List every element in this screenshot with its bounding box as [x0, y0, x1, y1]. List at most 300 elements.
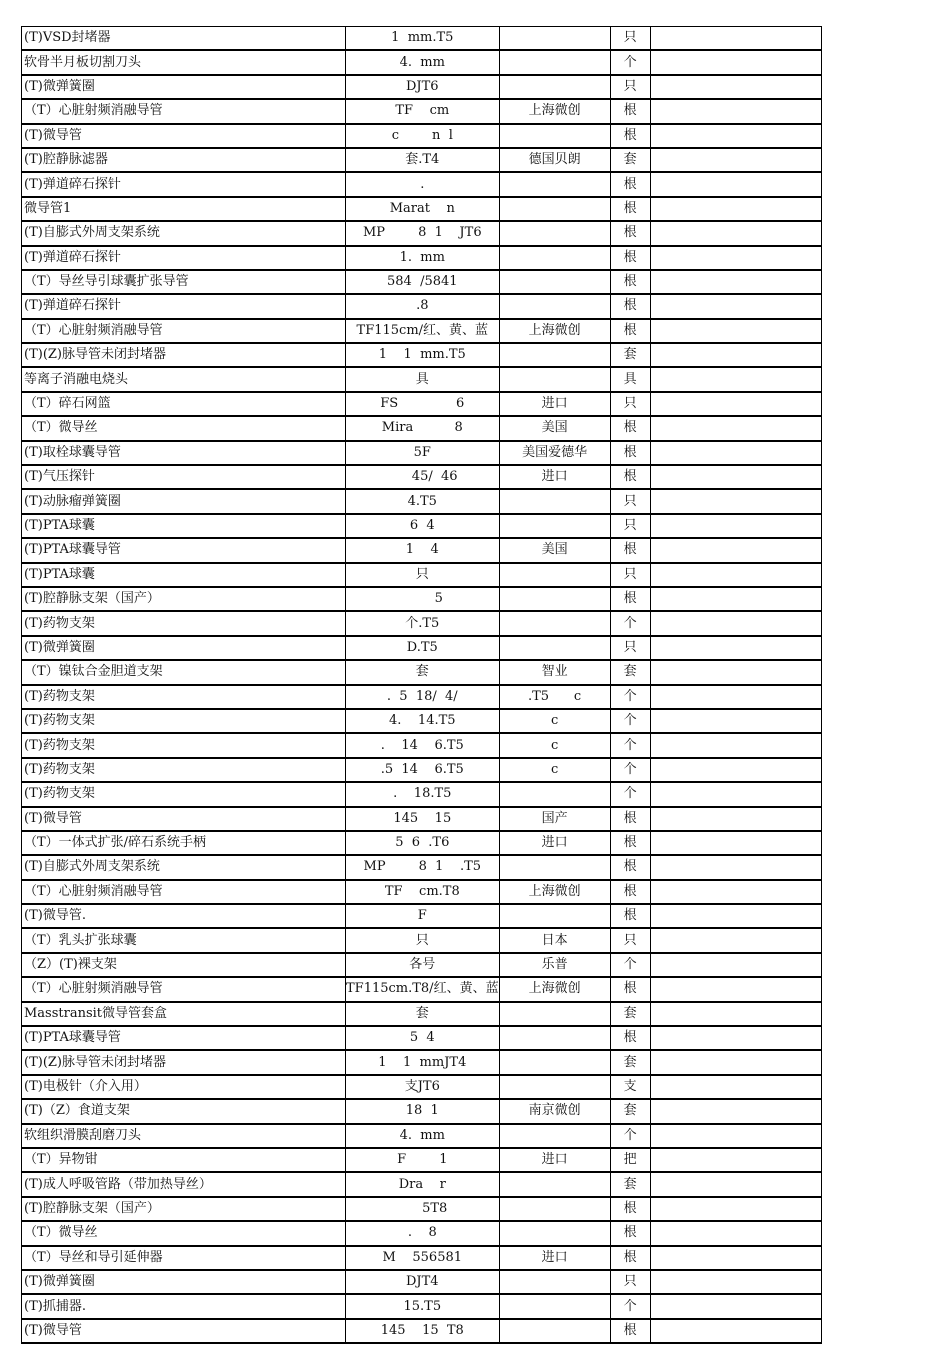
item-unit-cell[interactable]: 根 — [610, 416, 650, 440]
table-row — [22, 709, 822, 733]
item-name-cell[interactable]: (T)微弹簧圈 — [22, 75, 346, 99]
item-spec-cell[interactable]: 支JT6 — [346, 1075, 500, 1099]
item-spec-cell[interactable]: 4.T5 — [346, 489, 500, 513]
item-name-cell[interactable]: (T)自膨式外周支架系统 — [22, 221, 346, 245]
item-spec-cell[interactable]: 只 — [346, 928, 500, 952]
item-name-cell[interactable]: （T）心脏射频消融导管 — [22, 99, 346, 123]
item-origin-cell[interactable] — [499, 1294, 610, 1318]
empty-cell[interactable] — [650, 831, 821, 855]
item-origin-cell[interactable] — [499, 782, 610, 806]
item-name-cell[interactable]: 软组织滑膜刮磨刀头 — [22, 1124, 346, 1148]
item-name-cell[interactable]: (T)PTA球囊导管 — [22, 538, 346, 562]
empty-cell[interactable] — [650, 928, 821, 952]
item-spec-cell[interactable]: . — [346, 172, 500, 196]
empty-cell[interactable] — [650, 27, 821, 51]
empty-cell[interactable] — [650, 514, 821, 538]
item-spec-cell[interactable]: 各号 — [346, 953, 500, 977]
table-row — [22, 977, 822, 1001]
item-spec-cell[interactable]: TF cm.T8 — [346, 880, 500, 904]
item-origin-cell[interactable] — [499, 1050, 610, 1074]
item-origin-cell[interactable]: 进口 — [499, 465, 610, 489]
item-name-cell[interactable]: （T）导丝和导引延伸器 — [22, 1246, 346, 1270]
item-name-cell[interactable]: (T)微导管 — [22, 124, 346, 148]
item-unit-cell[interactable]: 支 — [610, 1075, 650, 1099]
item-spec-cell[interactable]: .8 — [346, 294, 500, 318]
item-unit-cell[interactable]: 根 — [610, 124, 650, 148]
item-origin-cell[interactable]: 进口 — [499, 831, 610, 855]
item-name-cell[interactable]: （T）导丝导引球囊扩张导管 — [22, 270, 346, 294]
item-unit-cell[interactable]: 个 — [610, 1294, 650, 1318]
item-spec-cell[interactable]: 1 mm.T5 — [346, 27, 500, 51]
empty-cell[interactable] — [650, 953, 821, 977]
item-origin-cell[interactable] — [499, 343, 610, 367]
item-spec-cell[interactable]: 4. mm — [346, 1124, 500, 1148]
empty-cell[interactable] — [650, 246, 821, 270]
item-name-cell[interactable]: (T)腔静脉支架（国产） — [22, 587, 346, 611]
item-origin-cell[interactable]: 进口 — [499, 392, 610, 416]
item-unit-cell[interactable]: 根 — [610, 880, 650, 904]
item-spec-cell[interactable]: 只 — [346, 563, 500, 587]
table-row — [22, 465, 822, 489]
item-spec-cell[interactable]: 145 15 T8 — [346, 1319, 500, 1343]
item-name-cell[interactable]: （T）异物钳 — [22, 1148, 346, 1172]
empty-cell[interactable] — [650, 807, 821, 831]
item-spec-cell[interactable]: 6 4 — [346, 514, 500, 538]
item-origin-cell[interactable] — [499, 855, 610, 879]
item-name-cell[interactable]: (T)药物支架 — [22, 611, 346, 635]
item-unit-cell[interactable]: 根 — [610, 1026, 650, 1050]
item-unit-cell[interactable]: 只 — [610, 27, 650, 51]
table-row — [22, 782, 822, 806]
empty-cell[interactable] — [650, 270, 821, 294]
item-name-cell[interactable]: Masstransit微导管套盒 — [22, 1002, 346, 1026]
item-spec-cell[interactable]: 5 6 .T6 — [346, 831, 500, 855]
empty-cell[interactable] — [650, 563, 821, 587]
empty-cell[interactable] — [650, 1026, 821, 1050]
item-origin-cell[interactable]: .T5 c — [499, 685, 610, 709]
item-origin-cell[interactable]: c — [499, 709, 610, 733]
item-origin-cell[interactable] — [499, 294, 610, 318]
item-origin-cell[interactable] — [499, 611, 610, 635]
item-unit-cell[interactable]: 根 — [610, 99, 650, 123]
empty-cell[interactable] — [650, 319, 821, 343]
item-origin-cell[interactable]: 上海微创 — [499, 99, 610, 123]
empty-cell[interactable] — [650, 294, 821, 318]
item-unit-cell[interactable]: 根 — [610, 1319, 650, 1343]
item-unit-cell[interactable]: 根 — [610, 831, 650, 855]
table-row — [22, 1270, 822, 1294]
item-origin-cell[interactable]: c — [499, 758, 610, 782]
item-spec-cell[interactable]: Marat n — [346, 197, 500, 221]
empty-cell[interactable] — [650, 1294, 821, 1318]
item-name-cell[interactable]: (T)药物支架 — [22, 709, 346, 733]
item-name-cell[interactable]: (T)药物支架 — [22, 733, 346, 757]
item-name-cell[interactable]: (T)电极针（介入用） — [22, 1075, 346, 1099]
item-name-cell[interactable]: (T)药物支架 — [22, 685, 346, 709]
item-origin-cell[interactable]: 美国 — [499, 416, 610, 440]
table-row — [22, 124, 822, 148]
item-name-cell[interactable]: (T)PTA球囊导管 — [22, 1026, 346, 1050]
item-name-cell[interactable]: (T)腔静脉支架（国产） — [22, 1197, 346, 1221]
item-origin-cell[interactable]: 美国 — [499, 538, 610, 562]
empty-cell[interactable] — [650, 343, 821, 367]
table-row — [22, 1221, 822, 1245]
item-unit-cell[interactable]: 只 — [610, 75, 650, 99]
item-unit-cell[interactable]: 个 — [610, 685, 650, 709]
table-row — [22, 660, 822, 684]
item-name-cell[interactable]: （T）乳头扩张球囊 — [22, 928, 346, 952]
table-row — [22, 636, 822, 660]
empty-cell[interactable] — [650, 197, 821, 221]
item-spec-cell[interactable]: DJT6 — [346, 75, 500, 99]
table-row — [22, 880, 822, 904]
item-name-cell[interactable]: (T)微弹簧圈 — [22, 636, 346, 660]
item-unit-cell[interactable]: 个 — [610, 733, 650, 757]
item-spec-cell[interactable]: 5T8 — [346, 1197, 500, 1221]
item-unit-cell[interactable]: 套 — [610, 1172, 650, 1196]
item-origin-cell[interactable] — [499, 246, 610, 270]
item-unit-cell[interactable]: 根 — [610, 904, 650, 928]
item-origin-cell[interactable] — [499, 270, 610, 294]
item-name-cell[interactable]: (T)抓捕器. — [22, 1294, 346, 1318]
item-spec-cell[interactable]: 5 4 — [346, 1026, 500, 1050]
item-origin-cell[interactable] — [499, 367, 610, 391]
item-origin-cell[interactable]: 上海微创 — [499, 880, 610, 904]
item-spec-cell[interactable]: 15.T5 — [346, 1294, 500, 1318]
item-unit-cell[interactable]: 个 — [610, 782, 650, 806]
item-unit-cell[interactable]: 套 — [610, 343, 650, 367]
item-unit-cell[interactable]: 只 — [610, 489, 650, 513]
table-row — [22, 75, 822, 99]
empty-cell[interactable] — [650, 367, 821, 391]
item-spec-cell[interactable]: 1 1 mm.T5 — [346, 343, 500, 367]
item-name-cell[interactable]: (T)成人呼吸管路（带加热导丝） — [22, 1172, 346, 1196]
item-unit-cell[interactable]: 只 — [610, 636, 650, 660]
item-name-cell[interactable]: (T)VSD封堵器 — [22, 27, 346, 51]
item-origin-cell[interactable] — [499, 1319, 610, 1343]
item-unit-cell[interactable]: 根 — [610, 172, 650, 196]
table-row — [22, 246, 822, 270]
table-row — [22, 489, 822, 513]
empty-cell[interactable] — [650, 392, 821, 416]
empty-cell[interactable] — [650, 977, 821, 1001]
table-row — [22, 270, 822, 294]
item-spec-cell[interactable]: .5 14 6.T5 — [346, 758, 500, 782]
table-row — [22, 1294, 822, 1318]
item-unit-cell[interactable]: 根 — [610, 197, 650, 221]
item-origin-cell[interactable] — [499, 1124, 610, 1148]
item-name-cell[interactable]: (T)微导管 — [22, 807, 346, 831]
item-unit-cell[interactable]: 个 — [610, 50, 650, 74]
empty-cell[interactable] — [650, 1002, 821, 1026]
empty-cell[interactable] — [650, 1124, 821, 1148]
item-name-cell[interactable]: （Z）(T)裸支架 — [22, 953, 346, 977]
empty-cell[interactable] — [650, 124, 821, 148]
item-name-cell[interactable]: (T)弹道碎石探针 — [22, 294, 346, 318]
item-unit-cell[interactable]: 具 — [610, 367, 650, 391]
item-spec-cell[interactable]: D.T5 — [346, 636, 500, 660]
item-unit-cell[interactable]: 根 — [610, 855, 650, 879]
item-name-cell[interactable]: 等离子消融电烧头 — [22, 367, 346, 391]
empty-cell[interactable] — [650, 660, 821, 684]
empty-cell[interactable] — [650, 172, 821, 196]
empty-cell[interactable] — [650, 1319, 821, 1343]
item-origin-cell[interactable] — [499, 563, 610, 587]
item-origin-cell[interactable]: 美国爱德华 — [499, 441, 610, 465]
item-name-cell[interactable]: （T）镍钛合金胆道支架 — [22, 660, 346, 684]
empty-cell[interactable] — [650, 1221, 821, 1245]
item-origin-cell[interactable]: 进口 — [499, 1148, 610, 1172]
item-unit-cell[interactable]: 把 — [610, 1148, 650, 1172]
item-spec-cell[interactable]: 45/ 46 — [346, 465, 500, 489]
item-name-cell[interactable]: (T)药物支架 — [22, 782, 346, 806]
item-spec-cell[interactable]: 1. mm — [346, 246, 500, 270]
item-unit-cell[interactable]: 根 — [610, 1197, 650, 1221]
item-name-cell[interactable]: (T)气压探针 — [22, 465, 346, 489]
item-spec-cell[interactable]: 4. 14.T5 — [346, 709, 500, 733]
item-unit-cell[interactable]: 个 — [610, 758, 650, 782]
item-origin-cell[interactable]: 南京微创 — [499, 1099, 610, 1123]
item-spec-cell[interactable]: . 5 18/ 4/ — [346, 685, 500, 709]
item-spec-cell[interactable]: c n l — [346, 124, 500, 148]
empty-cell[interactable] — [650, 50, 821, 74]
item-spec-cell[interactable]: 套 — [346, 660, 500, 684]
item-spec-cell[interactable]: Dra r — [346, 1172, 500, 1196]
item-origin-cell[interactable] — [499, 1172, 610, 1196]
table-row — [22, 953, 822, 977]
item-spec-cell[interactable]: . 14 6.T5 — [346, 733, 500, 757]
item-unit-cell[interactable]: 个 — [610, 709, 650, 733]
table-row — [22, 221, 822, 245]
item-name-cell[interactable]: (T)(Z)脉导管未闭封堵器 — [22, 343, 346, 367]
item-name-cell[interactable]: (T)微导管. — [22, 904, 346, 928]
empty-cell[interactable] — [650, 611, 821, 635]
empty-cell[interactable] — [650, 587, 821, 611]
empty-cell[interactable] — [650, 148, 821, 172]
empty-cell[interactable] — [650, 221, 821, 245]
item-unit-cell[interactable]: 根 — [610, 294, 650, 318]
item-spec-cell[interactable]: 145 15 — [346, 807, 500, 831]
item-name-cell[interactable]: （T）一体式扩张/碎石系统手柄 — [22, 831, 346, 855]
item-origin-cell[interactable] — [499, 197, 610, 221]
table-row — [22, 538, 822, 562]
table-row — [22, 1172, 822, 1196]
item-spec-cell[interactable]: 个.T5 — [346, 611, 500, 635]
item-origin-cell[interactable] — [499, 1197, 610, 1221]
empty-cell[interactable] — [650, 416, 821, 440]
item-name-cell[interactable]: (T)取栓球囊导管 — [22, 441, 346, 465]
item-name-cell[interactable]: （T）心脏射频消融导管 — [22, 977, 346, 1001]
item-origin-cell[interactable] — [499, 50, 610, 74]
empty-cell[interactable] — [650, 1148, 821, 1172]
item-spec-cell[interactable]: MP 8 1 .T5 — [346, 855, 500, 879]
item-unit-cell[interactable]: 套 — [610, 148, 650, 172]
empty-cell[interactable] — [650, 733, 821, 757]
empty-cell[interactable] — [650, 880, 821, 904]
item-unit-cell[interactable]: 根 — [610, 246, 650, 270]
empty-cell[interactable] — [650, 1075, 821, 1099]
item-unit-cell[interactable]: 根 — [610, 1221, 650, 1245]
item-origin-cell[interactable]: 乐普 — [499, 953, 610, 977]
item-unit-cell[interactable]: 套 — [610, 1002, 650, 1026]
table-row — [22, 685, 822, 709]
item-unit-cell[interactable]: 只 — [610, 563, 650, 587]
item-spec-cell[interactable]: . 18.T5 — [346, 782, 500, 806]
item-name-cell[interactable]: 微导管1 — [22, 197, 346, 221]
item-origin-cell[interactable] — [499, 221, 610, 245]
item-origin-cell[interactable] — [499, 636, 610, 660]
item-spec-cell[interactable]: TF cm — [346, 99, 500, 123]
empty-cell[interactable] — [650, 99, 821, 123]
item-spec-cell[interactable]: FS 6 — [346, 392, 500, 416]
item-name-cell[interactable]: （T）心脏射频消融导管 — [22, 880, 346, 904]
item-spec-cell[interactable]: DJT4 — [346, 1270, 500, 1294]
item-spec-cell[interactable]: 4. mm — [346, 50, 500, 74]
item-unit-cell[interactable]: 套 — [610, 660, 650, 684]
item-name-cell[interactable]: (T)弹道碎石探针 — [22, 246, 346, 270]
item-name-cell[interactable]: (T)(Z)脉导管未闭封堵器 — [22, 1050, 346, 1074]
item-origin-cell[interactable] — [499, 1221, 610, 1245]
item-unit-cell[interactable]: 根 — [610, 465, 650, 489]
empty-cell[interactable] — [650, 538, 821, 562]
item-unit-cell[interactable]: 根 — [610, 270, 650, 294]
item-origin-cell[interactable] — [499, 1026, 610, 1050]
item-unit-cell[interactable]: 根 — [610, 441, 650, 465]
item-unit-cell[interactable]: 只 — [610, 928, 650, 952]
empty-cell[interactable] — [650, 1197, 821, 1221]
item-name-cell[interactable]: (T)微弹簧圈 — [22, 1270, 346, 1294]
item-spec-cell[interactable]: 18 1 — [346, 1099, 500, 1123]
item-spec-cell[interactable]: 1 4 — [346, 538, 500, 562]
item-origin-cell[interactable] — [499, 27, 610, 51]
item-unit-cell[interactable]: 只 — [610, 392, 650, 416]
item-spec-cell[interactable]: TF115cm/红、黄、蓝 — [346, 319, 500, 343]
empty-cell[interactable] — [650, 441, 821, 465]
item-unit-cell[interactable]: 根 — [610, 587, 650, 611]
item-unit-cell[interactable]: 根 — [610, 319, 650, 343]
empty-cell[interactable] — [650, 75, 821, 99]
item-spec-cell[interactable]: 584 /5841 — [346, 270, 500, 294]
table-row — [22, 1050, 822, 1074]
item-unit-cell[interactable]: 个 — [610, 611, 650, 635]
table-row — [22, 99, 822, 123]
empty-cell[interactable] — [650, 1270, 821, 1294]
item-unit-cell[interactable]: 只 — [610, 1270, 650, 1294]
table-row — [22, 416, 822, 440]
item-unit-cell[interactable]: 根 — [610, 538, 650, 562]
item-origin-cell[interactable]: 日本 — [499, 928, 610, 952]
item-unit-cell[interactable]: 个 — [610, 1124, 650, 1148]
empty-cell[interactable] — [650, 904, 821, 928]
item-spec-cell[interactable]: 5F — [346, 441, 500, 465]
item-name-cell[interactable]: (T)PTA球囊 — [22, 514, 346, 538]
table-row — [22, 587, 822, 611]
table-row — [22, 928, 822, 952]
table-row — [22, 563, 822, 587]
item-origin-cell[interactable] — [499, 1002, 610, 1026]
item-unit-cell[interactable]: 根 — [610, 221, 650, 245]
empty-cell[interactable] — [650, 1050, 821, 1074]
empty-cell[interactable] — [650, 782, 821, 806]
empty-cell[interactable] — [650, 489, 821, 513]
item-origin-cell[interactable] — [499, 172, 610, 196]
item-origin-cell[interactable] — [499, 75, 610, 99]
item-unit-cell[interactable]: 只 — [610, 514, 650, 538]
table-row — [22, 1002, 822, 1026]
empty-cell[interactable] — [650, 1172, 821, 1196]
table-row — [22, 294, 822, 318]
item-name-cell[interactable]: （T）微导丝 — [22, 416, 346, 440]
item-origin-cell[interactable] — [499, 1075, 610, 1099]
item-origin-cell[interactable]: c — [499, 733, 610, 757]
table-row — [22, 758, 822, 782]
item-unit-cell[interactable]: 套 — [610, 1050, 650, 1074]
item-spec-cell[interactable]: MP 8 1 JT6 — [346, 221, 500, 245]
empty-cell[interactable] — [650, 758, 821, 782]
item-spec-cell[interactable]: 5 — [346, 587, 500, 611]
item-name-cell[interactable]: (T)腔静脉滤器 — [22, 148, 346, 172]
item-origin-cell[interactable]: 德国贝朗 — [499, 148, 610, 172]
item-origin-cell[interactable]: 国产 — [499, 807, 610, 831]
item-origin-cell[interactable] — [499, 1270, 610, 1294]
item-spec-cell[interactable]: 套.T4 — [346, 148, 500, 172]
item-unit-cell[interactable]: 个 — [610, 953, 650, 977]
item-spec-cell[interactable]: TF115cm.T8/红、黄、蓝 — [346, 977, 500, 1001]
item-origin-cell[interactable] — [499, 124, 610, 148]
item-name-cell[interactable]: (T)（Z）食道支架 — [22, 1099, 346, 1123]
item-origin-cell[interactable]: 智业 — [499, 660, 610, 684]
item-spec-cell[interactable]: Mira 8 — [346, 416, 500, 440]
item-spec-cell[interactable]: F 1 — [346, 1148, 500, 1172]
empty-cell[interactable] — [650, 636, 821, 660]
item-name-cell[interactable]: (T)药物支架 — [22, 758, 346, 782]
item-name-cell[interactable]: (T)动脉瘤弹簧圈 — [22, 489, 346, 513]
item-name-cell[interactable]: (T)微导管 — [22, 1319, 346, 1343]
item-origin-cell[interactable] — [499, 489, 610, 513]
empty-cell[interactable] — [650, 855, 821, 879]
empty-cell[interactable] — [650, 709, 821, 733]
empty-cell[interactable] — [650, 1246, 821, 1270]
item-spec-cell[interactable]: 具 — [346, 367, 500, 391]
item-spec-cell[interactable]: . 8 — [346, 1221, 500, 1245]
item-origin-cell[interactable]: 上海微创 — [499, 319, 610, 343]
item-unit-cell[interactable]: 根 — [610, 977, 650, 1001]
empty-cell[interactable] — [650, 685, 821, 709]
item-origin-cell[interactable] — [499, 514, 610, 538]
item-spec-cell[interactable]: 1 1 mmJT4 — [346, 1050, 500, 1074]
item-unit-cell[interactable]: 根 — [610, 807, 650, 831]
item-spec-cell[interactable]: F — [346, 904, 500, 928]
item-origin-cell[interactable] — [499, 904, 610, 928]
item-origin-cell[interactable]: 进口 — [499, 1246, 610, 1270]
item-unit-cell[interactable]: 套 — [610, 1099, 650, 1123]
item-name-cell[interactable]: (T)弹道碎石探针 — [22, 172, 346, 196]
item-name-cell[interactable]: （T）心脏射频消融导管 — [22, 319, 346, 343]
item-name-cell[interactable]: 软骨半月板切割刀头 — [22, 50, 346, 74]
item-origin-cell[interactable] — [499, 587, 610, 611]
item-origin-cell[interactable]: 上海微创 — [499, 977, 610, 1001]
item-name-cell[interactable]: （T）微导丝 — [22, 1221, 346, 1245]
item-name-cell[interactable]: （T）碎石网篮 — [22, 392, 346, 416]
item-name-cell[interactable]: (T)自膨式外周支架系统 — [22, 855, 346, 879]
empty-cell[interactable] — [650, 1099, 821, 1123]
item-unit-cell[interactable]: 根 — [610, 1246, 650, 1270]
empty-cell[interactable] — [650, 465, 821, 489]
item-spec-cell[interactable]: 套 — [346, 1002, 500, 1026]
item-name-cell[interactable]: (T)PTA球囊 — [22, 563, 346, 587]
table-row — [22, 1319, 822, 1343]
item-spec-cell[interactable]: M 556581 — [346, 1246, 500, 1270]
